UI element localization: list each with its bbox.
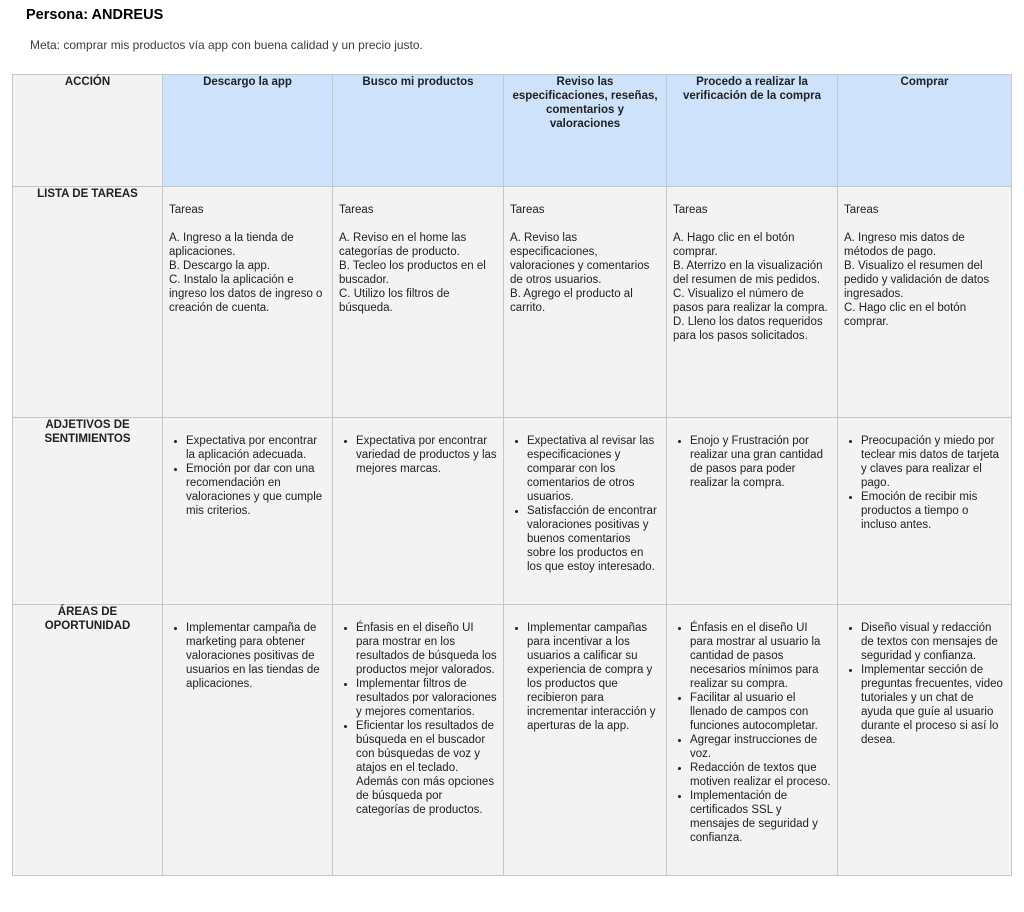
persona-title: Persona: ANDREUS <box>26 7 164 23</box>
task-item: A. Ingreso mis datos de métodos de pago. <box>844 232 965 258</box>
stage-header: Procedo a realizar la verificación de la compra <box>667 75 838 187</box>
stage-header-row <box>13 75 1012 187</box>
bullet-item: • Agregar instrucciones de voz. <box>690 733 831 761</box>
bullet-item: • Facilitar al usuario el llenado de campos con funciones autocompletar. <box>690 691 831 733</box>
tasks-heading: Tareas <box>673 204 708 216</box>
journey-cell <box>163 605 333 876</box>
bullet-list <box>844 621 1005 747</box>
journey-cell <box>838 187 1012 418</box>
bullet-item: • Énfasis en el diseño UI para mostrar al usuario la cantidad de pasos necesarios mínimos para realizar su compra. <box>690 621 831 691</box>
task-item: C. Utilizo los filtros de búsqueda. <box>339 288 450 314</box>
tasks-row <box>13 187 1012 418</box>
bullet-item: • Expectativa por encontrar variedad de productos y las mejores marcas. <box>356 434 497 476</box>
tasks-heading: Tareas <box>339 204 374 216</box>
bullet-item: • Expectativa por encontrar la aplicación adecuada. <box>186 434 326 462</box>
journey-cell <box>504 605 667 876</box>
action-header: ACCIÓN <box>13 75 163 187</box>
task-item: B. Tecleo los productos en el buscador. <box>339 260 486 286</box>
tasks-heading: Tareas <box>510 204 545 216</box>
bullet-list <box>673 621 831 845</box>
task-item: B. Visualizo el resumen del pedido y validación de datos ingresados. <box>844 260 990 300</box>
customer-journey-table <box>12 74 1012 876</box>
bullet-item: • Énfasis en el diseño UI para mostrar en los resultados de búsqueda los productos mejor valorados. <box>356 621 497 677</box>
journey-cell <box>838 418 1012 605</box>
task-item: B. Aterrizo en la visualización del resumen de mis pedidos. <box>673 260 823 286</box>
bullet-item: • Satisfacción de encontrar valoraciones positivas y buenos comentarios sobre los productos en los que estoy interesado. <box>527 504 660 574</box>
task-item: D. Lleno los datos requeridos para los pasos solicitados. <box>673 316 823 342</box>
bullet-item: • Implementar campañas para incentivar a los usuarios a calificar su experiencia de compra y los productos que recibieron para incrementar interacción y aperturas de la app. <box>527 621 660 733</box>
bullet-item: • Emoción de recibir mis productos a tiempo o incluso antes. <box>861 490 1005 532</box>
journey-cell <box>333 605 504 876</box>
task-item: B. Descargo la app. <box>169 260 271 272</box>
persona-goal: Meta: comprar mis productos vía app con buena calidad y un precio justo. <box>30 38 423 52</box>
stage-header: Descargo la app <box>163 75 333 187</box>
bullet-item: • Preocupación y miedo por teclear mis datos de tarjeta y claves para realizar el pago. <box>861 434 1005 490</box>
task-item: C. Visualizo el número de pasos para realizar la compra. <box>673 288 828 314</box>
task-item: B. Agrego el producto al carrito. <box>510 288 633 314</box>
bullet-item: • Implementar campaña de marketing para obtener valoraciones positivas de usuarios en las tiendas de aplicaciones. <box>186 621 326 691</box>
bullet-list <box>339 621 497 817</box>
task-item: A. Reviso las especificaciones, valoraciones y comentarios de otros usuarios. <box>510 232 650 286</box>
task-item: C. Hago clic en el botón comprar. <box>844 302 967 328</box>
bullet-list <box>339 434 497 476</box>
journey-cell <box>667 605 838 876</box>
row-header: ADJETIVOS DE SENTIMIENTOS <box>13 418 163 605</box>
bullet-item: • Enojo y Frustración por realizar una gran cantidad de pasos para poder realizar la compra. <box>690 434 831 490</box>
bullet-list <box>673 434 831 490</box>
bullet-item: • Eficientar los resultados de búsqueda en el buscador con búsquedas de voz y atajos en el teclado. Además con más opciones de búsqueda por categorías de productos. <box>356 719 497 817</box>
feelings-row <box>13 418 1012 605</box>
task-item: A. Ingreso a la tienda de aplicaciones. <box>169 232 294 258</box>
stage-header: Busco mi productos <box>333 75 504 187</box>
stage-header: Reviso las especificaciones, reseñas, comentarios y valoraciones <box>504 75 667 187</box>
journey-cell <box>333 187 504 418</box>
bullet-item: • Redacción de textos que motiven realizar el proceso. <box>690 761 831 789</box>
journey-cell <box>667 187 838 418</box>
tasks-heading: Tareas <box>169 204 204 216</box>
journey-cell <box>504 187 667 418</box>
bullet-item: • Expectativa al revisar las especificaciones y comparar con los comentarios de otros usuarios. <box>527 434 660 504</box>
task-item: A. Reviso en el home las categorías de producto. <box>339 232 467 258</box>
bullet-list <box>510 621 660 733</box>
journey-cell <box>163 418 333 605</box>
journey-cell <box>333 418 504 605</box>
journey-cell <box>838 605 1012 876</box>
bullet-list <box>169 434 326 518</box>
bullet-item: • Diseño visual y redacción de textos con mensajes de seguridad y confianza. <box>861 621 1005 663</box>
bullet-item: • Implementar sección de preguntas frecuentes, video tutoriales y un chat de ayuda que guíe al usuario durante el proceso si así lo desea. <box>861 663 1005 747</box>
bullet-item: • Implementar filtros de resultados por valoraciones y mejores comentarios. <box>356 677 497 719</box>
journey-cell <box>667 418 838 605</box>
opportunities-row <box>13 605 1012 876</box>
tasks-heading: Tareas <box>844 204 879 216</box>
bullet-item: • Implementación de certificados SSL y mensajes de seguridad y confianza. <box>690 789 831 845</box>
bullet-item: • Emoción por dar con una recomendación en valoraciones y que cumple mis criterios. <box>186 462 326 518</box>
bullet-list <box>510 434 660 574</box>
journey-cell <box>504 418 667 605</box>
journey-cell <box>163 187 333 418</box>
row-header: ÁREAS DE OPORTUNIDAD <box>13 605 163 876</box>
task-item: C. Instalo la aplicación e ingreso los datos de ingreso o creación de cuenta. <box>169 274 323 314</box>
row-header: LISTA DE TAREAS <box>13 187 163 418</box>
bullet-list <box>169 621 326 691</box>
stage-header: Comprar <box>838 75 1012 187</box>
task-item: A. Hago clic en el botón comprar. <box>673 232 795 258</box>
bullet-list <box>844 434 1005 532</box>
